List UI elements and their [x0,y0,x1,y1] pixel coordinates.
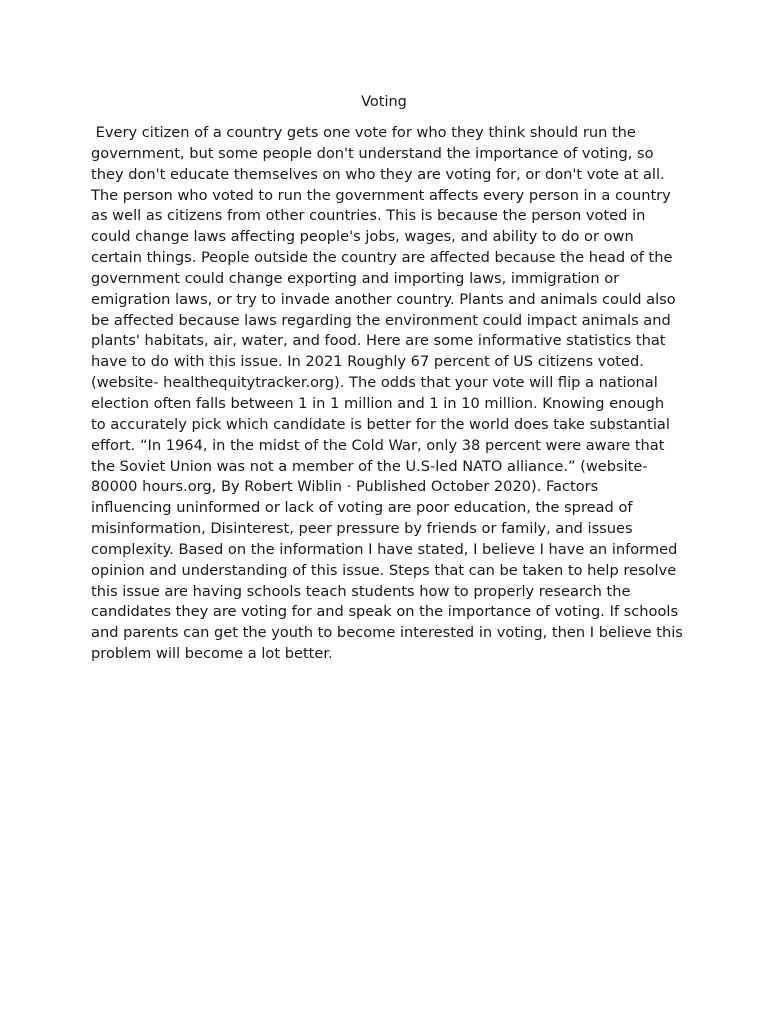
document-body-paragraph: Every citizen of a country gets one vote for who they think should run the government, but some people don't understand the importance of voting, so they don't educate themselves on who they are voting for, or don't vote at all. The person who voted to run the government affects every person in a country as well as citizens from other countries. This is because the person voted in could change laws affecting people's jobs, wages, and ability to do or own certain things. People outside the country are affected because the head of the government could change exporting and importing laws, immigration or emigration laws, or try to invade another country. Plants and animals could also be affected because laws regarding the environment could impact animals and plants' habitats, air, water, and food. Here are some informative statistics that have to do with this issue. In 2021 Roughly 67 percent of US citizens voted. (website- healthequitytracker.org). The odds that your vote will flip a national election often falls between 1 in 1 million and 1 in 10 million. Knowing enough to accurately pick which candidate is better for the world does take substantial effort. “In 1964, in the midst of the Cold War, only 38 percent were aware that the Soviet Union was not a member of the U.S-led NATO alliance.” (website-80000 hours.org, By Robert Wiblin · Published October 2020). Factors influencing uninformed or lack of voting are poor education, the spread of misinformation, Disinterest, peer pressure by friends or family, and issues complexity. Based on the information I have stated, I believe I have an informed opinion and understanding of this issue. Steps that can be taken to help resolve this issue are having schools teach students how to properly research the candidates they are voting for and speak on the importance of voting. If schools and parents can get the youth to become interested in voting, then I believe this problem will become a lot better. [91,124,688,663]
document-title: Voting [361,94,407,110]
